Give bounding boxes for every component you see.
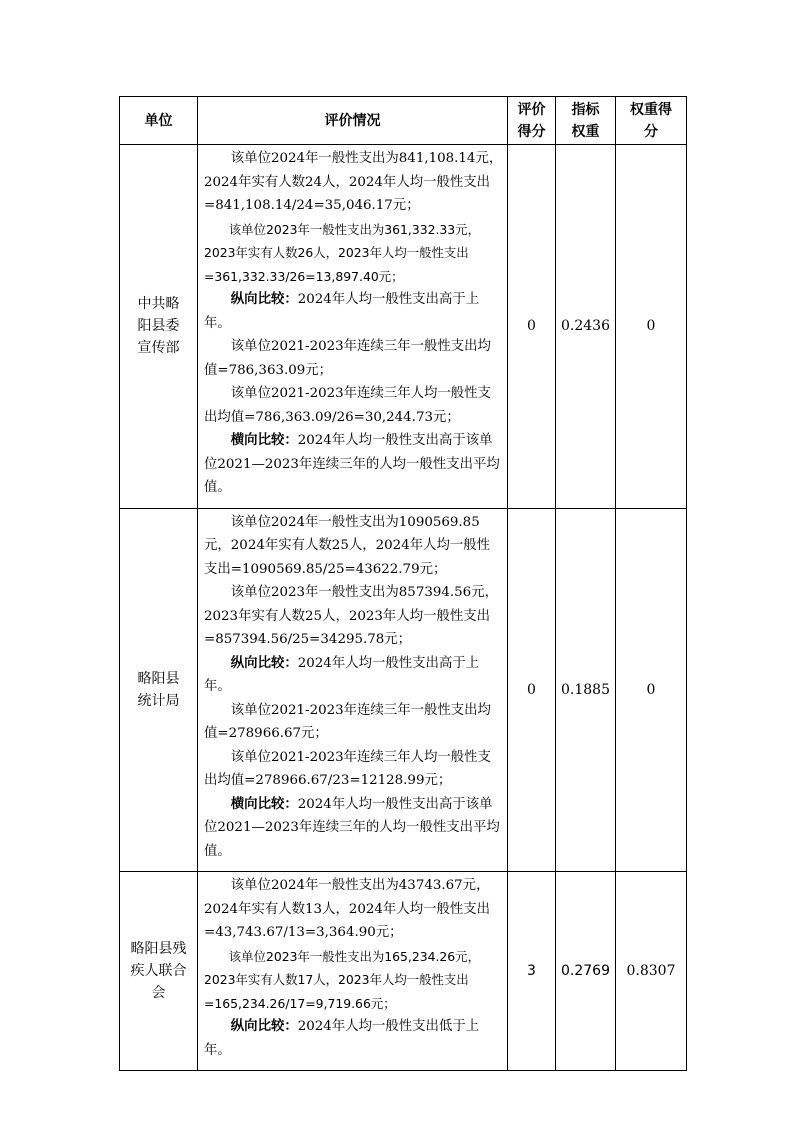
unit-name: 中共略阳县委宣传部 — [120, 145, 198, 509]
weighted-score-value: 0 — [616, 508, 687, 872]
weighted-score-value: 0.8307 — [616, 872, 687, 1071]
table-row — [120, 508, 687, 872]
paragraph-2024: 该单位2024年一般性支出为43743.67元，2024年实有人数13人，2024年人均一般性支出=43,743.67/13=3,364.90元； — [204, 878, 491, 940]
weight-value: 0.1885 — [556, 508, 616, 872]
evaluation-cell — [198, 508, 508, 872]
score-value: 0 — [508, 145, 556, 509]
paragraph-3yr-per-capita: 该单位2021-2023年连续三年人均一般性支出均值=278966.67/23=12128.99元； — [204, 749, 491, 788]
vertical-label: 纵向比较： — [230, 292, 298, 307]
score-value: 0 — [508, 508, 556, 872]
horizontal-text: 2024年人均一般性支出高于该单位2021—2023年连续三年的人均一般性支出平均值。 — [204, 433, 500, 495]
vertical-comparison — [204, 652, 503, 699]
weighted-score-value: 0 — [616, 145, 687, 509]
evaluation-table — [119, 96, 687, 1071]
paragraph-3yr-avg: 该单位2021-2023年连续三年一般性支出均值=278966.67元； — [204, 702, 491, 741]
paragraph-2024: 该单位2024年一般性支出为1090569.85元，2024年实有人数25人，2024年人均一般性支出=1090569.85/25=43622.79元； — [204, 514, 491, 577]
paragraph-3yr-avg: 该单位2021-2023年连续三年一般性支出均值=786,363.09元； — [204, 339, 491, 378]
header-weight: 指标权重 — [556, 97, 616, 145]
table-row — [120, 145, 687, 509]
vertical-comparison — [204, 1015, 503, 1062]
header-evaluation: 评价情况 — [198, 97, 508, 145]
unit-name: 略阳县残疾人联合会 — [120, 872, 198, 1071]
paragraph-2023: 该单位2023年一般性支出为857394.56元，2023年实有人数25人，2023年人均一般性支出=857394.56/25=34295.78元； — [204, 585, 498, 647]
weight-value: 0.2769 — [556, 872, 616, 1071]
unit-name: 略阳县统计局 — [120, 508, 198, 872]
paragraph-2023: 该单位2023年一般性支出为361,332.33元，2023年实有人数26人，2023年人均一般性支出=361,332.33/26=13,897.40元； — [204, 221, 480, 284]
weight-value: 0.2436 — [556, 145, 616, 509]
horizontal-label: 横向比较： — [230, 796, 298, 812]
horizontal-text: 2024年人均一般性支出高于该单位2021—2023年连续三年的人均一般性支出平均值。 — [204, 796, 500, 859]
paragraph-3yr-per-capita: 该单位2021-2023年连续三年人均一般性支出均值=786,363.09/26=30,244.73元； — [204, 386, 491, 425]
score-value: 3 — [508, 872, 556, 1071]
paragraph-2024: 该单位2024年一般性支出为841,108.14元，2024年实有人数24人，2024年人均一般性支出=841,108.14/24=35,046.17元； — [204, 151, 503, 213]
header-score: 评价得分 — [508, 97, 556, 145]
header-weighted-score: 权重得分 — [616, 97, 687, 145]
vertical-label: 纵向比较： — [230, 1019, 298, 1034]
vertical-comparison — [204, 288, 503, 335]
vertical-text: 2024年人均一般性支出高于上年。 — [204, 292, 480, 331]
table-row — [120, 872, 687, 1071]
paragraph-2023: 该单位2023年一般性支出为165,234.26元，2023年实有人数17人，2023年人均一般性支出=165,234.26/17=9,719.66元； — [204, 948, 480, 1011]
horizontal-label: 横向比较： — [230, 433, 298, 448]
evaluation-cell — [198, 872, 508, 1071]
header-unit: 单位 — [120, 97, 198, 145]
header-row — [120, 97, 687, 145]
horizontal-comparison — [204, 429, 503, 500]
horizontal-comparison — [204, 793, 503, 864]
vertical-text: 2024年人均一般性支出低于上年。 — [204, 1019, 480, 1058]
vertical-label: 纵向比较： — [230, 655, 298, 671]
vertical-text: 2024年人均一般性支出高于上年。 — [204, 655, 480, 694]
evaluation-cell — [198, 145, 508, 509]
